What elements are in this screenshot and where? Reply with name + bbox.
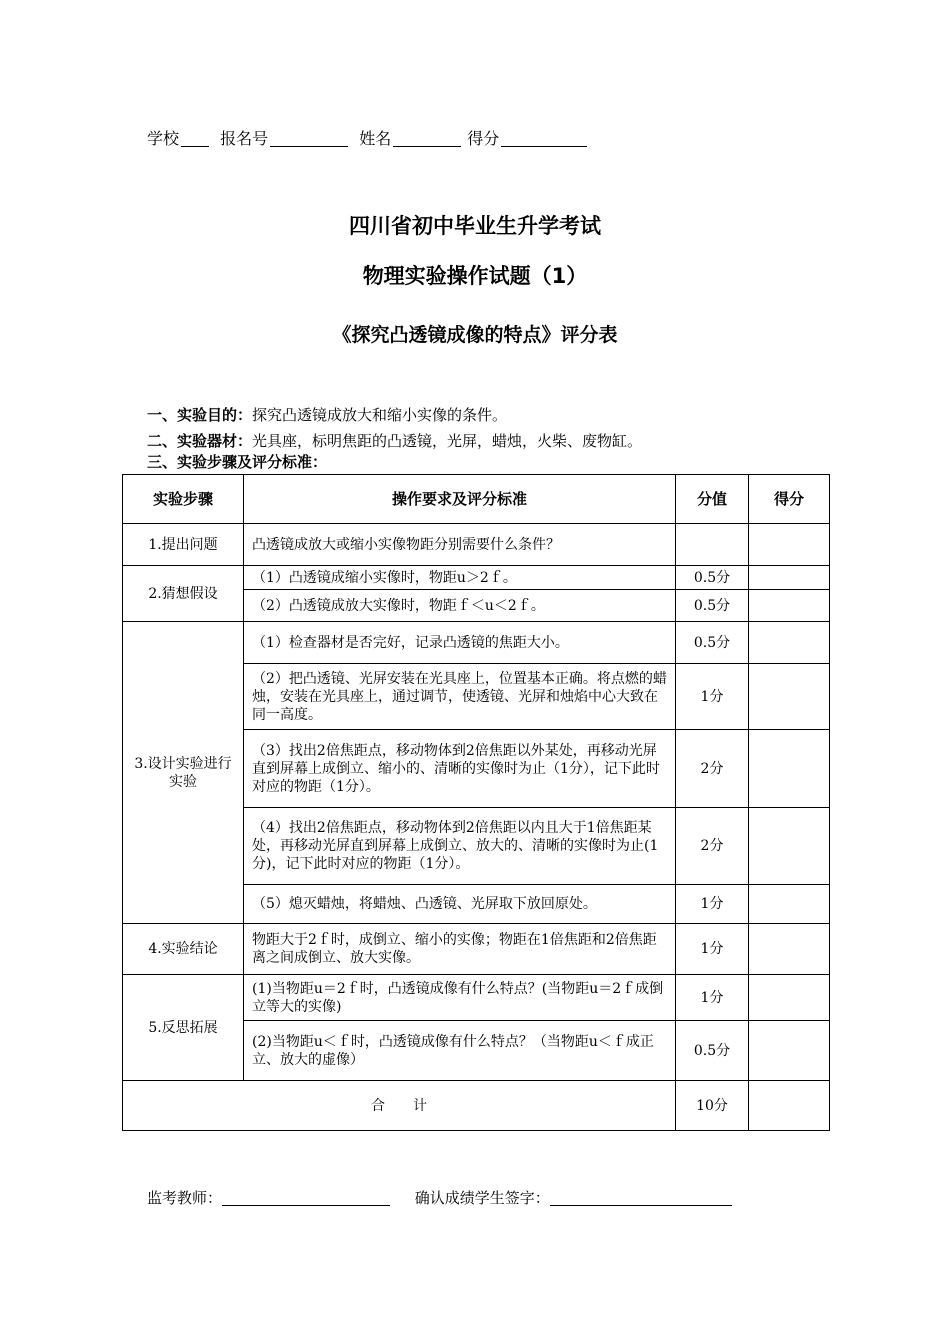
score-input-cell[interactable] [749, 1021, 830, 1081]
total-points: 10分 [676, 1081, 749, 1131]
score-input-cell[interactable] [749, 730, 830, 808]
steps-section [147, 451, 327, 472]
score-input-cell[interactable] [749, 885, 830, 924]
requirement-cell: 凸透镜成放大或缩小实像物距分别需要什么条件？ [244, 524, 676, 566]
points-cell [676, 524, 749, 566]
score-input-cell[interactable] [749, 622, 830, 664]
name-label: 姓名 [359, 129, 392, 148]
requirement-cell: （2）把凸透镜、光屏安装在光具座上，位置基本正确。将点燃的蜡烛，安装在光具座上，通过调节，使透镜、光屏和烛焰中心大致在同一高度。 [244, 664, 676, 730]
points-cell: 2分 [676, 730, 749, 808]
exam-subtitle: 物理实验操作试题（1） [362, 264, 588, 288]
header-points: 分值 [676, 475, 749, 524]
signature-line [147, 1187, 752, 1208]
requirement-cell: （2）凸透镜成放大实像时，物距ｆ＜u＜2ｆ。 [244, 590, 676, 622]
score-input-cell[interactable] [749, 975, 830, 1021]
table-row [123, 524, 830, 566]
points-cell: 0.5分 [676, 622, 749, 664]
score-input-cell[interactable] [749, 808, 830, 885]
points-cell: 0.5分 [676, 566, 749, 590]
step-cell: 1.提出问题 [123, 524, 244, 566]
exam-title: 四川省初中毕业生升学考试 [349, 214, 601, 238]
header-step: 实验步骤 [123, 475, 244, 524]
proctor-label: 监考教师： [147, 1189, 223, 1207]
header-score: 得分 [749, 475, 830, 524]
requirement-cell: （1）检查器材是否完好，记录凸透镜的焦距大小。 [244, 622, 676, 664]
score-input-cell[interactable] [749, 924, 830, 975]
school-blank[interactable] [181, 130, 209, 147]
step-cell: 5.反思拓展 [123, 975, 244, 1081]
requirement-cell: （3）找出2倍焦距点，移动物体到2倍焦距以外某处，再移动光屏直到屏幕上成倒立、缩小的、清晰的实像时为止（1分），记下此时对应的物距（1分）。 [244, 730, 676, 808]
candidate-info-line [147, 126, 593, 149]
reg-no-label: 报名号 [220, 129, 269, 148]
total-label: 合 计 [123, 1081, 676, 1131]
reg-no-blank[interactable] [270, 130, 348, 147]
requirement-cell: (2)当物距u＜ｆ时，凸透镜成像有什么特点？（当物距u＜ｆ成正立、放大的虚像） [244, 1021, 676, 1081]
name-blank[interactable] [393, 130, 461, 147]
equipment-text: 光具座，标明焦距的凸透镜，光屏，蜡烛，火柴、废物缸。 [252, 432, 643, 450]
points-cell: 1分 [676, 885, 749, 924]
score-input-cell[interactable] [749, 524, 830, 566]
steps-label: 三、实验步骤及评分标准： [147, 453, 328, 471]
school-label: 学校 [147, 129, 180, 148]
score-input-cell[interactable] [749, 590, 830, 622]
step-cell: 4.实验结论 [123, 924, 244, 975]
table-header-row [123, 475, 830, 524]
table-row [123, 975, 830, 1021]
requirement-cell: （1）凸透镜成缩小实像时，物距u＞2ｆ。 [244, 566, 676, 590]
table-row [123, 924, 830, 975]
total-score-input-cell[interactable] [749, 1081, 830, 1131]
scoring-sheet-title: 《探究凸透镜成像的特点》评分表 [332, 324, 618, 346]
score-input-cell[interactable] [749, 566, 830, 590]
header-requirement: 操作要求及评分标准 [244, 475, 676, 524]
purpose-text: 探究凸透镜成放大和缩小实像的条件。 [252, 406, 508, 424]
requirement-cell: 物距大于2ｆ时，成倒立、缩小的实像；物距在1倍焦距和2倍焦距离之间成倒立、放大实像。 [244, 924, 676, 975]
scoring-table [122, 474, 830, 1131]
points-cell: 1分 [676, 975, 749, 1021]
points-cell: 1分 [676, 924, 749, 975]
score-blank[interactable] [501, 130, 587, 147]
score-label: 得分 [467, 129, 500, 148]
student-signature-blank[interactable] [550, 1189, 732, 1206]
table-row [123, 622, 830, 664]
requirement-cell: (1)当物距u＝2ｆ时，凸透镜成像有什么特点？(当物距u＝2ｆ成倒立等大的实像) [244, 975, 676, 1021]
total-row [123, 1081, 830, 1131]
points-cell: 2分 [676, 808, 749, 885]
requirement-cell: （4）找出2倍焦距点，移动物体到2倍焦距以内且大于1倍焦距某处，再移动光屏直到屏幕上成倒立、放大的、清晰的实像时为止(1分)，记下此时对应的物距（1分）。 [244, 808, 676, 885]
student-sign-label: 确认成绩学生签字： [414, 1189, 550, 1207]
equipment-label: 二、实验器材： [147, 432, 253, 450]
purpose-section [147, 404, 507, 425]
score-input-cell[interactable] [749, 664, 830, 730]
step-cell: 2.猜想假设 [123, 566, 244, 622]
equipment-section [147, 430, 642, 451]
points-cell: 0.5分 [676, 1021, 749, 1081]
points-cell: 0.5分 [676, 590, 749, 622]
table-row [123, 566, 830, 590]
points-cell: 1分 [676, 664, 749, 730]
purpose-label: 一、实验目的： [147, 406, 253, 424]
proctor-signature-blank[interactable] [222, 1189, 390, 1206]
step-cell: 3.设计实验进行实验 [123, 622, 244, 924]
requirement-cell: （5）熄灭蜡烛，将蜡烛、凸透镜、光屏取下放回原处。 [244, 885, 676, 924]
